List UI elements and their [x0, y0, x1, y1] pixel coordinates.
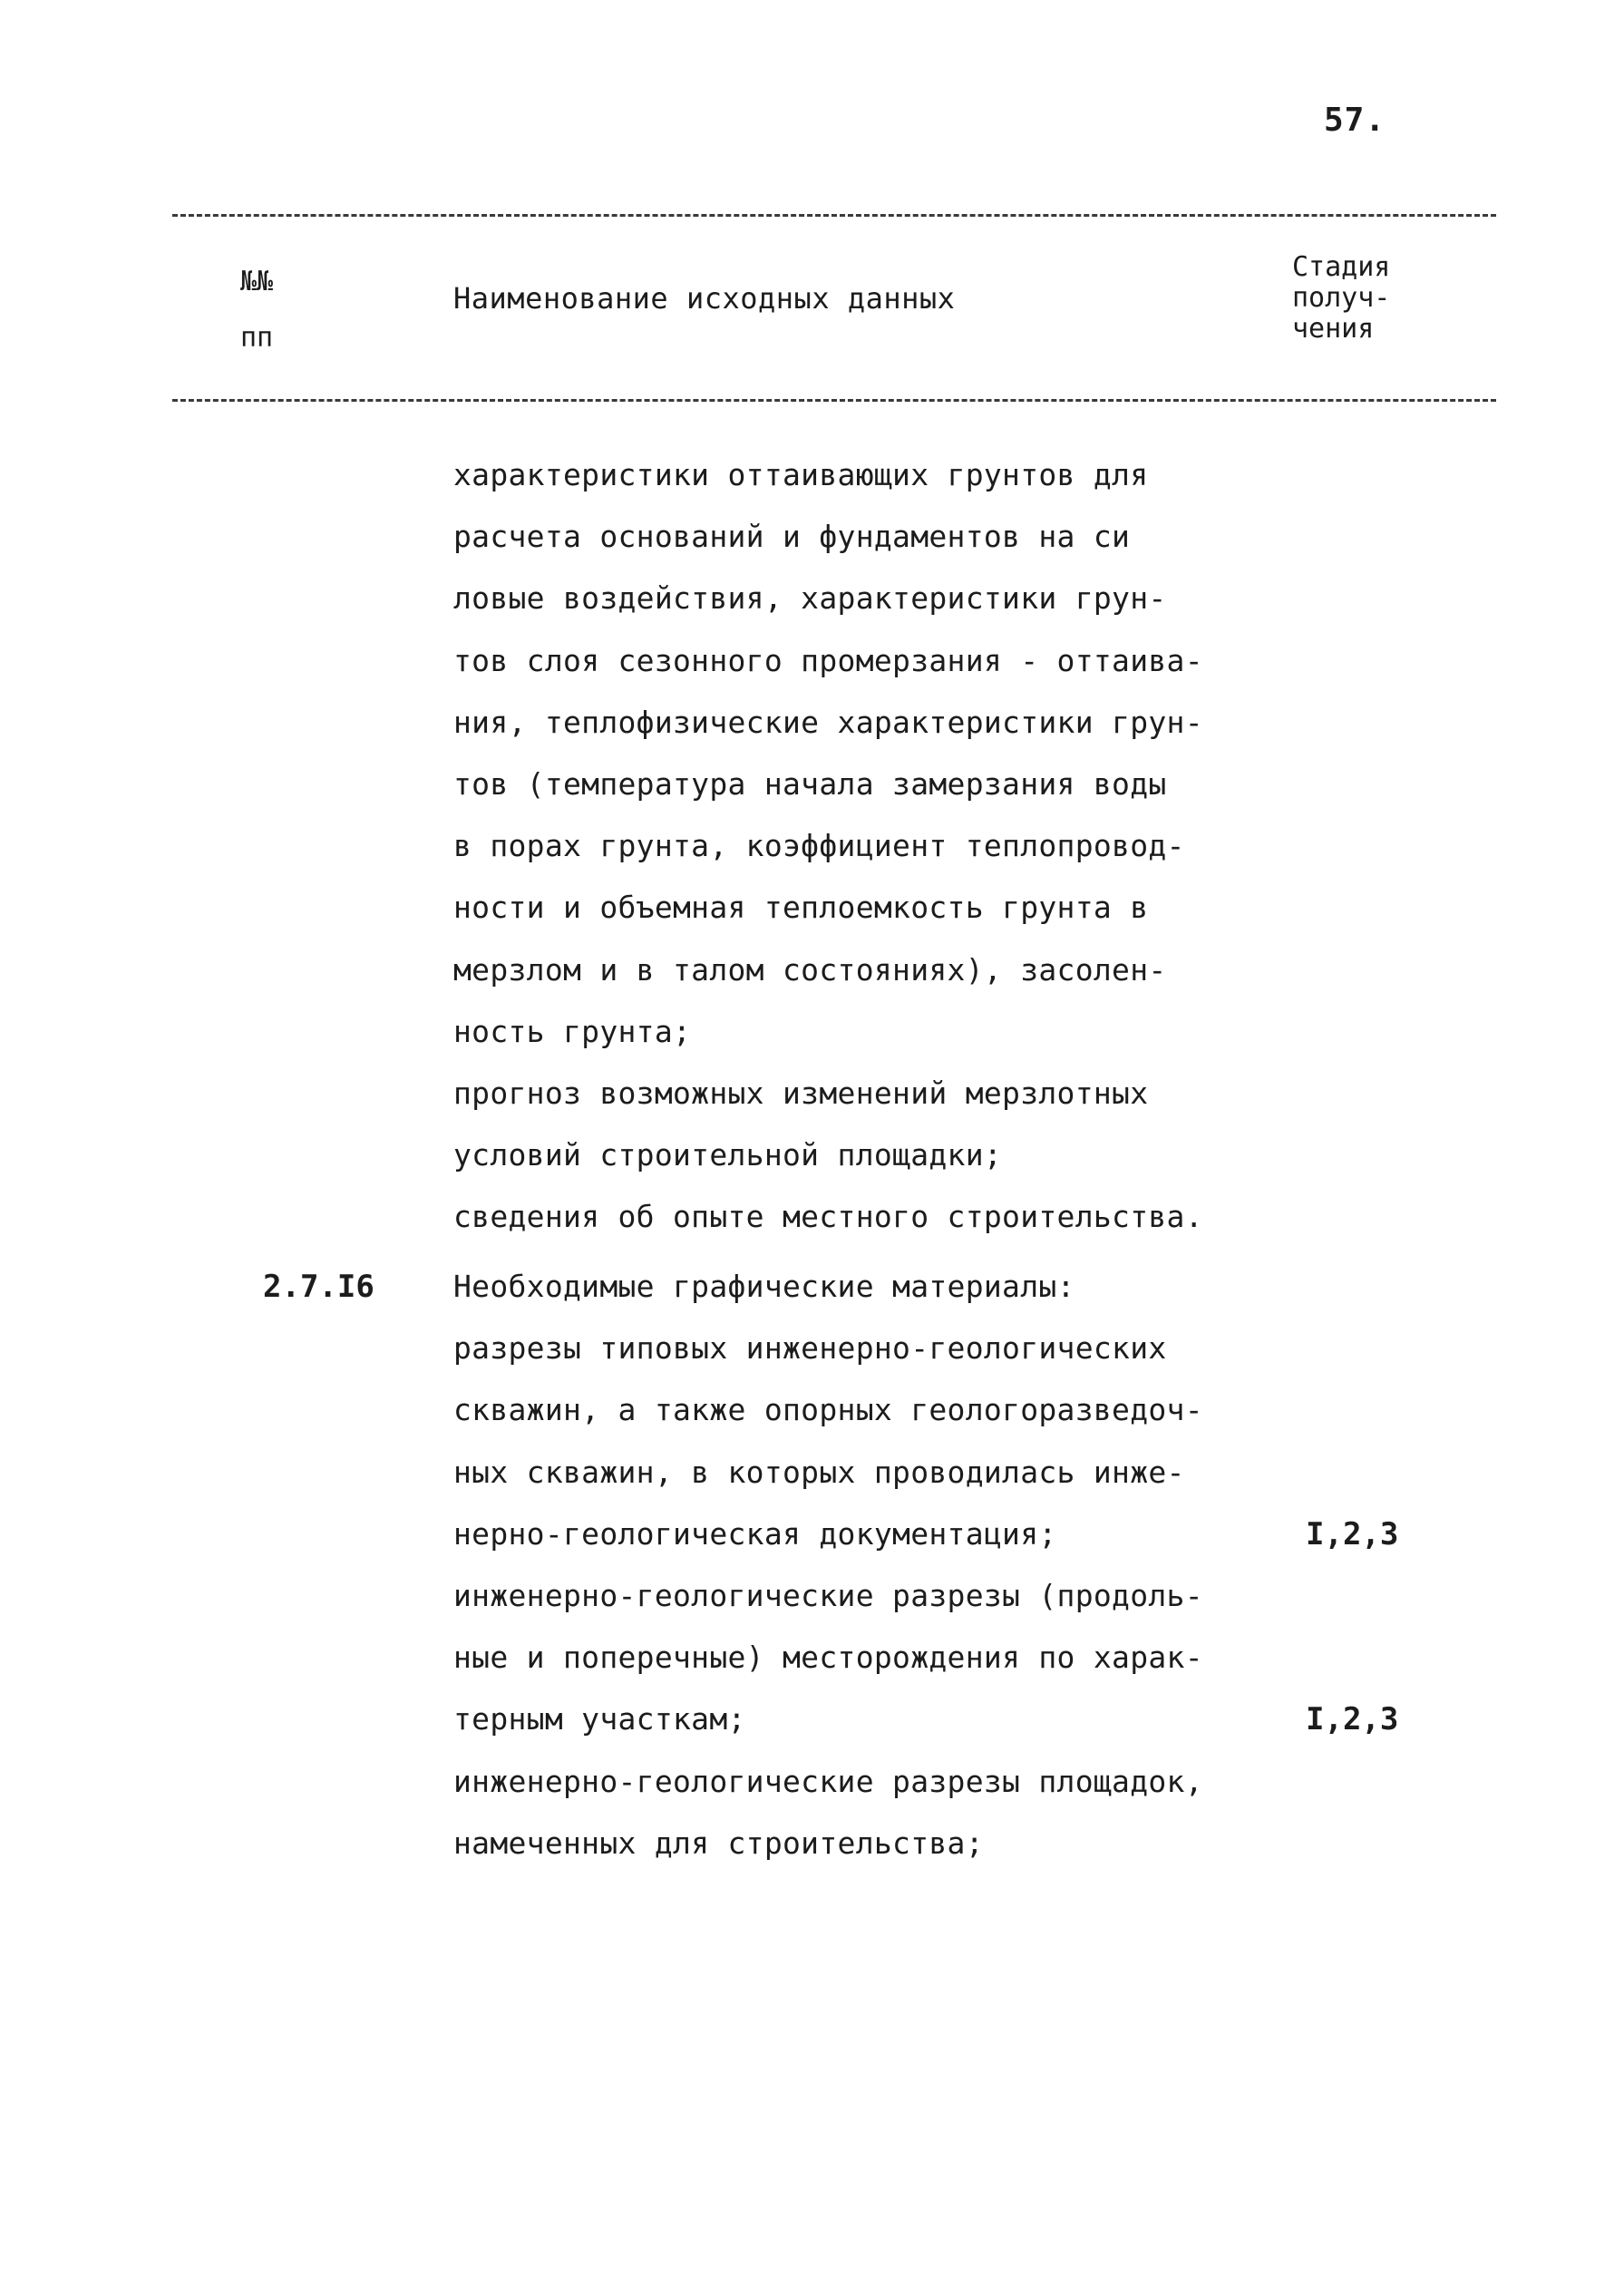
text-line: ловые воздействия, характеристики грун-: [453, 580, 1167, 617]
text-line: в порах грунта, коэффициент теплопровод-: [453, 828, 1185, 864]
text-line: ность грунта;: [453, 1013, 692, 1049]
column-header-number: [240, 254, 313, 366]
column-header-number-line-1: №№: [240, 266, 274, 297]
text-line: Необходимые графические материалы:: [453, 1269, 1075, 1304]
text-line: скважин, а также опорных геологоразведоч-: [453, 1392, 1203, 1428]
text-line: намеченных для строительства;: [453, 1825, 984, 1861]
text-line: прогноз возможных изменений мерзлотных: [453, 1075, 1149, 1112]
column-header-stage-line-2: получ-: [1292, 282, 1391, 314]
text-line: нерно-геологическая документация;: [453, 1515, 1057, 1552]
text-line: ные и поперечные) месторождения по харак-: [453, 1640, 1203, 1676]
text-line: ния, теплофизические характеристики грун-: [453, 704, 1203, 740]
text-line: ных скважин, в которых проводилась инже-: [453, 1454, 1185, 1490]
text-line: характеристики оттаивающих грунтов для: [453, 457, 1149, 492]
text-line: разрезы типовых инженерно-геологических: [453, 1330, 1167, 1367]
page-number: 57.: [1324, 102, 1386, 139]
header-bottom-rule: [172, 399, 1496, 402]
column-header-stage-line-1: Стадия: [1292, 251, 1391, 283]
column-header-name: Наименование исходных данных: [453, 281, 956, 316]
text-line: терным участкам;: [453, 1701, 746, 1737]
continued-item-text: [453, 444, 1269, 1249]
text-line: инженерно-геологические разрезы площадок,: [453, 1763, 1203, 1799]
column-header-stage: [1292, 252, 1473, 345]
text-line: ности и объемная теплоемкость грунта в: [453, 890, 1149, 926]
text-line: сведения об опыте местного строительства.: [453, 1199, 1203, 1235]
text-line: инженерно-геологические разрезы (продоль-: [453, 1578, 1203, 1614]
item-number: 2.7.I6: [263, 1269, 374, 1305]
text-line: расчета оснований и фундаментов на си: [453, 519, 1131, 555]
stage-value: I,2,3: [1306, 1701, 1399, 1737]
item-text: [453, 1256, 1269, 1874]
text-line: тов слоя сезонного промерзания - оттаива-: [453, 642, 1203, 678]
text-line: условий строительной площадки;: [453, 1137, 1003, 1173]
stage-value: I,2,3: [1306, 1516, 1399, 1552]
header-top-rule: [172, 214, 1496, 217]
column-header-stage-line-3: чения: [1292, 313, 1375, 345]
text-line: мерзлом и в талом состояниях), засолен-: [453, 951, 1167, 988]
text-line: тов (температура начала замерзания воды: [453, 766, 1167, 803]
column-header-number-line-2: пп: [240, 322, 274, 354]
